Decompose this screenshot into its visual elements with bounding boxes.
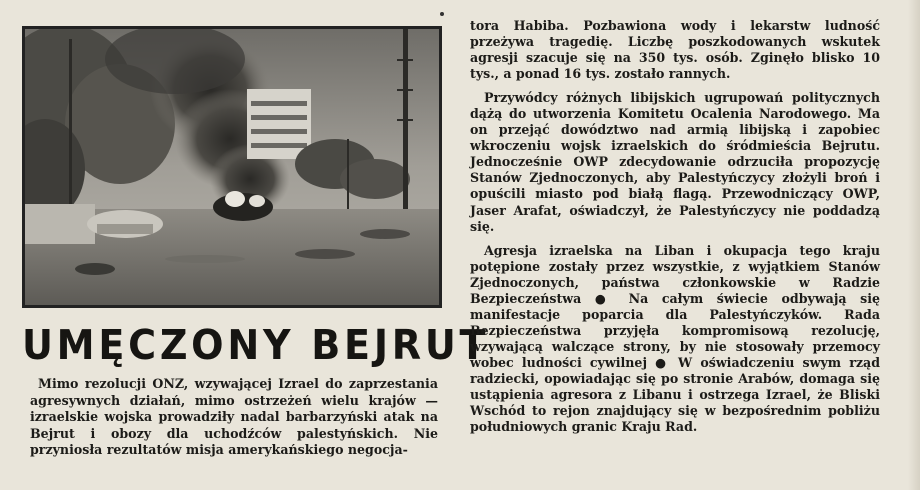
left-column-text: Mimo rezolucji ONZ, wzywającej Izrael do zaprzestania agresywnych działań, mimo ostrzeżeń wielu krajów — izraelskie wojska prowadziły nadal barbarzyński atak na Bejrut i obozy dla uchodźców palestyńskich. Nie przyniosła rezultatów misja amerykańskiego negocja- xyxy=(30,376,438,458)
headline: UMĘCZONY BEJRUT xyxy=(22,321,490,369)
right-paragraph-2: Przywódcy różnych libijskich ugrupowań politycznych dążą do utworzenia Komitetu Ocalenia Narodowego. Ma on przejąć dowództwo nad armią libijską i zapobiec wkroczeniu wojsk izraelskich do śródmieścia Bejrutu. Jednocześnie OWP zdecydowanie odrzuciła propozycję Stanów Zjednoczonych, aby Palestyńczycy złożyli broń i opuścili miasto pod białą flagą. Przewodniczący OWP, Jaser Arafat, oświadczył, że Palestyńczycy nie poddadzą się. xyxy=(470,90,880,234)
right-paragraph-1: tora Habiba. Pozbawiona wody i lekarstw ludność przeżywa tragedię. Liczbę poszkodowanych wskutek agresji szacuje się na 350 tys. osób. Zginęło blisko 10 tys., a ponad 16 tys. zostało rannych. xyxy=(470,18,880,82)
column-separator-dot xyxy=(440,12,444,16)
right-paragraph-3: Agresja izraelska na Liban i okupacja tego kraju potępione zostały przez wszystkie, z wyjątkiem Stanów Zjednoczonych, państwa członkowskie w Radzie Bezpieczeństwa ● Na całym świecie odbywają się manifestacje poparcia dla Palestyńczyków. Rada Bezpieczeństwa przyjęła kompromisową rezolucję, wzywającą walczące strony, by nie stosowały przemocy wobec ludności cywilnej ● W oświadczeniu swym rząd radziecki, opowiadając się po stronie Arabów, domaga się ustąpienia agresora z Libanu i ostrzega Izrael, że Bliski Wschód to rejon znajdujący się w bezpośrednim pobliżu południowych granic Kraju Rad. xyxy=(470,242,880,435)
street-fire-photo-icon xyxy=(25,29,439,305)
right-column xyxy=(470,18,880,443)
news-photo xyxy=(22,26,442,308)
page-edge xyxy=(908,0,920,490)
